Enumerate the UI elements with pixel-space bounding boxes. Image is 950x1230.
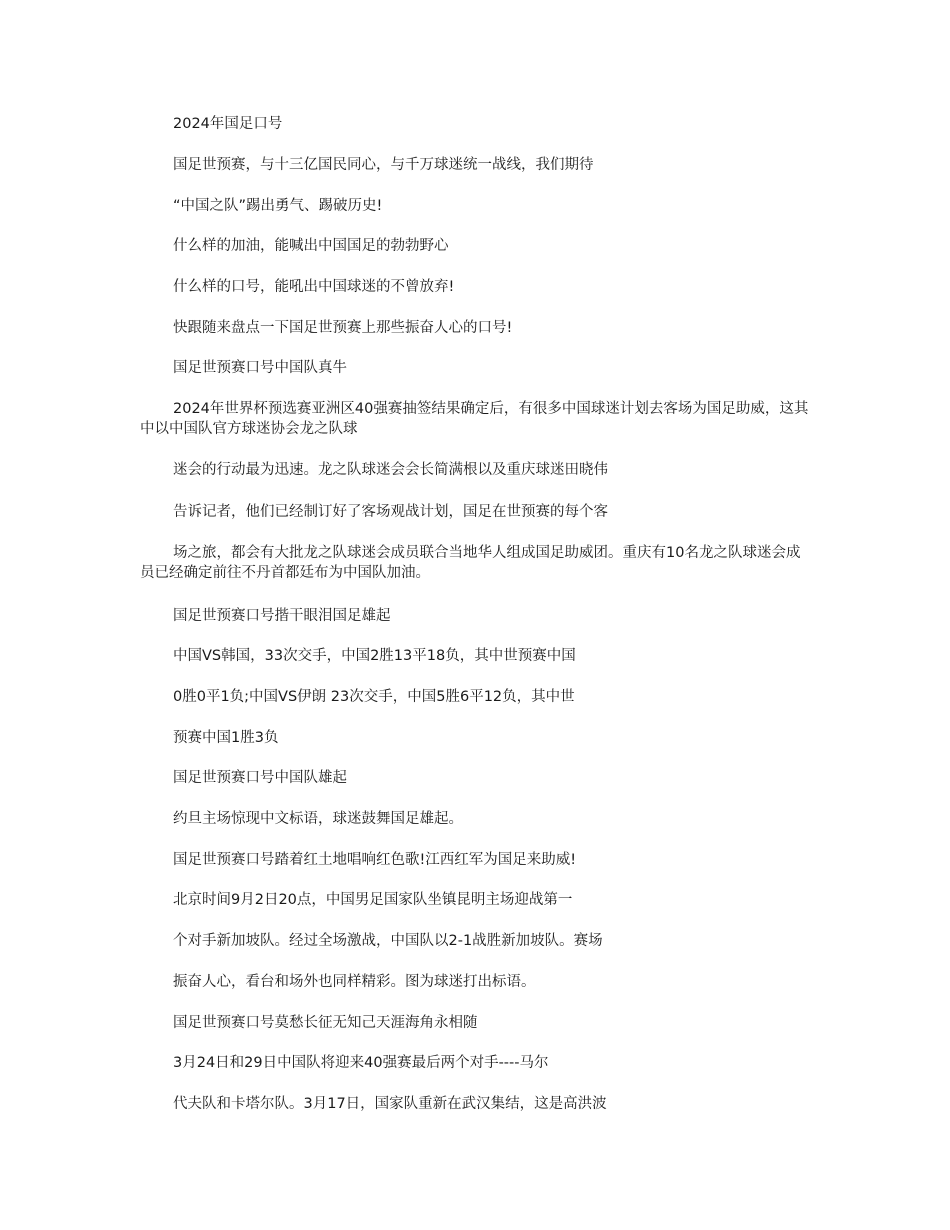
document-title: 2024年国足口号 [173, 116, 283, 132]
paragraph: 场之旅，都会有大批龙之队球迷会成员联合当地华人组成国足助威团。重庆有10名龙之队球迷会成员已经确定前往不丹首都廷布为中国队加油。 [140, 545, 801, 581]
section-heading: 国足世预赛口号中国队真牛 [173, 360, 347, 376]
section-heading: 国足世预赛口号莫愁长征无知己天涯海角永相随 [173, 1015, 478, 1031]
paragraph: “中国之队”踢出勇气、踢破历史! [173, 198, 383, 214]
paragraph: 北京时间9月2日20点，中国男足国家队坐镇昆明主场迎战第一 [173, 892, 573, 908]
section-heading: 国足世预赛口号揩干眼泪国足雄起 [173, 608, 391, 624]
paragraph: 0胜0平1负;中国VS伊朗 23次交手，中国5胜6平12负，其中世 [173, 689, 575, 705]
paragraph: 预赛中国1胜3负 [173, 730, 279, 746]
paragraph: 快跟随来盘点一下国足世预赛上那些振奋人心的口号! [173, 320, 513, 336]
paragraph: 什么样的加油，能喊出中国国足的勃勃野心 [173, 238, 449, 254]
section-heading: 国足世预赛口号踏着红土地唱响红色歌!江西红军为国足来助威! [173, 852, 577, 868]
paragraph: 告诉记者，他们已经制订好了客场观战计划，国足在世预赛的每个客 [173, 504, 608, 520]
paragraph: 3月24日和29日中国队将迎来40强赛最后两个对手----马尔 [173, 1055, 549, 1071]
section-heading: 国足世预赛口号中国队雄起 [173, 770, 347, 786]
paragraph: 约旦主场惊现中文标语，球迷鼓舞国足雄起。 [173, 811, 463, 827]
paragraph: 个对手新加坡队。经过全场激战，中国队以2-1战胜新加坡队。赛场 [173, 933, 603, 949]
paragraph: 代夫队和卡塔尔队。3月17日，国家队重新在武汉集结，这是高洪波 [173, 1096, 607, 1112]
paragraph: 什么样的口号，能吼出中国球迷的不曾放弃! [173, 279, 455, 295]
paragraph: 迷会的行动最为迅速。龙之队球迷会会长简满根以及重庆球迷田晓伟 [173, 462, 608, 478]
paragraph: 2024年世界杯预选赛亚洲区40强赛抽签结果确定后，有很多中国球迷计划去客场为国足助威，这其中以中国队官方球迷协会龙之队球 [140, 401, 809, 437]
paragraph: 振奋人心，看台和场外也同样精彩。图为球迷打出标语。 [173, 974, 536, 990]
paragraph: 中国VS韩国，33次交手，中国2胜13平18负，其中世预赛中国 [173, 648, 576, 664]
paragraph: 国足世预赛，与十三亿国民同心，与千万球迷统一战线，我们期待 [173, 157, 594, 173]
